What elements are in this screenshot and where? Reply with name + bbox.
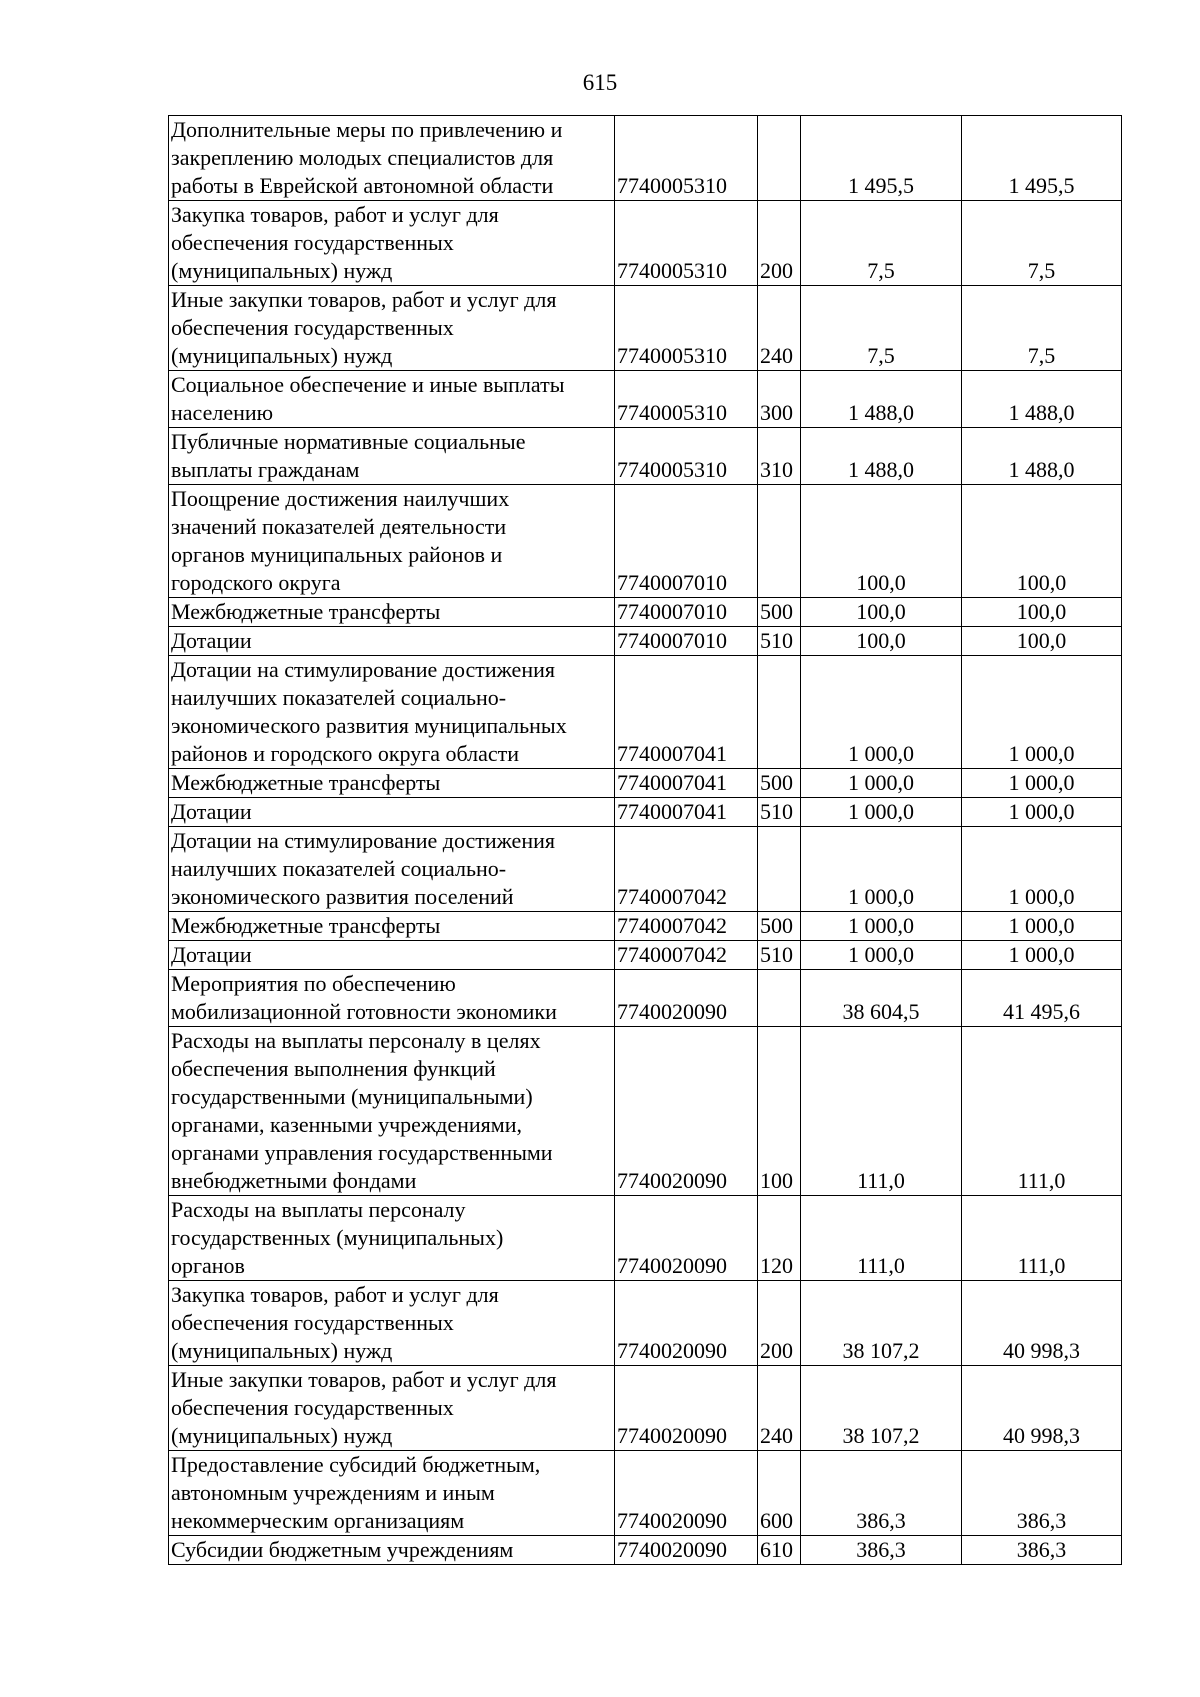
row-expense-type: 100 <box>758 1027 801 1196</box>
table-row <box>169 116 1122 201</box>
row-name: Субсидии бюджетным учреждениям <box>169 1536 615 1565</box>
table-row <box>169 827 1122 912</box>
row-amount-1: 7,5 <box>801 286 962 371</box>
row-amount-1: 1 488,0 <box>801 428 962 485</box>
row-expense-type <box>758 116 801 201</box>
row-amount-1: 1 488,0 <box>801 371 962 428</box>
row-target-code: 7740005310 <box>615 371 758 428</box>
row-target-code: 7740005310 <box>615 286 758 371</box>
row-amount-1: 1 000,0 <box>801 941 962 970</box>
row-name: Иные закупки товаров, работ и услуг для обеспечения государственных (муниципальных) нужд <box>169 286 615 371</box>
row-amount-1: 100,0 <box>801 485 962 598</box>
row-amount-2: 40 998,3 <box>962 1366 1122 1451</box>
row-amount-2: 100,0 <box>962 485 1122 598</box>
row-target-code: 7740007010 <box>615 598 758 627</box>
table-row <box>169 1366 1122 1451</box>
row-name: Дотации <box>169 798 615 827</box>
table-row <box>169 769 1122 798</box>
row-expense-type: 200 <box>758 201 801 286</box>
row-target-code: 7740007010 <box>615 485 758 598</box>
row-target-code: 7740007010 <box>615 627 758 656</box>
row-amount-1: 386,3 <box>801 1536 962 1565</box>
table-row <box>169 1451 1122 1536</box>
row-amount-1: 111,0 <box>801 1027 962 1196</box>
row-amount-1: 100,0 <box>801 627 962 656</box>
table-row <box>169 656 1122 769</box>
row-amount-2: 1 000,0 <box>962 827 1122 912</box>
row-amount-1: 38 107,2 <box>801 1281 962 1366</box>
row-expense-type: 500 <box>758 598 801 627</box>
row-target-code: 7740007041 <box>615 769 758 798</box>
row-amount-2: 386,3 <box>962 1451 1122 1536</box>
row-target-code: 7740020090 <box>615 1196 758 1281</box>
table-row <box>169 286 1122 371</box>
table-row <box>169 485 1122 598</box>
row-name: Дотации <box>169 941 615 970</box>
row-amount-2: 7,5 <box>962 286 1122 371</box>
row-amount-1: 1 000,0 <box>801 798 962 827</box>
table-row <box>169 798 1122 827</box>
table-row <box>169 1281 1122 1366</box>
table-row <box>169 941 1122 970</box>
row-expense-type: 200 <box>758 1281 801 1366</box>
row-amount-2: 1 000,0 <box>962 656 1122 769</box>
row-amount-1: 38 604,5 <box>801 970 962 1027</box>
table-row <box>169 201 1122 286</box>
row-name: Расходы на выплаты персоналу в целях обеспечения выполнения функций государственными (муниципальными) органами, казенными учреждениями, органами управления государственными внебюджетными фондами <box>169 1027 615 1196</box>
row-expense-type: 240 <box>758 1366 801 1451</box>
row-amount-2: 100,0 <box>962 627 1122 656</box>
page-number: 615 <box>582 70 618 95</box>
row-amount-2: 40 998,3 <box>962 1281 1122 1366</box>
row-name: Мероприятия по обеспечению мобилизационной готовности экономики <box>169 970 615 1027</box>
row-expense-type <box>758 656 801 769</box>
row-expense-type: 500 <box>758 912 801 941</box>
row-amount-2: 1 000,0 <box>962 912 1122 941</box>
budget-table <box>168 115 1122 1565</box>
row-name: Дотации на стимулирование достижения наилучших показателей социально- экономического развития поселений <box>169 827 615 912</box>
row-name: Закупка товаров, работ и услуг для обеспечения государственных (муниципальных) нужд <box>169 1281 615 1366</box>
row-amount-2: 41 495,6 <box>962 970 1122 1027</box>
row-name: Дотации на стимулирование достижения наилучших показателей социально- экономического развития муниципальных районов и городского округа области <box>169 656 615 769</box>
table-row <box>169 428 1122 485</box>
row-amount-1: 7,5 <box>801 201 962 286</box>
row-expense-type: 510 <box>758 627 801 656</box>
row-amount-1: 386,3 <box>801 1451 962 1536</box>
row-target-code: 7740007042 <box>615 941 758 970</box>
table-row <box>169 1027 1122 1196</box>
row-name: Публичные нормативные социальные выплаты гражданам <box>169 428 615 485</box>
table-row <box>169 970 1122 1027</box>
row-expense-type: 610 <box>758 1536 801 1565</box>
table-row <box>169 627 1122 656</box>
row-expense-type: 500 <box>758 769 801 798</box>
row-amount-2: 1 488,0 <box>962 371 1122 428</box>
row-target-code: 7740007042 <box>615 827 758 912</box>
row-target-code: 7740005310 <box>615 116 758 201</box>
row-target-code: 7740005310 <box>615 428 758 485</box>
row-target-code: 7740020090 <box>615 1451 758 1536</box>
row-expense-type: 300 <box>758 371 801 428</box>
row-target-code: 7740020090 <box>615 1366 758 1451</box>
row-name: Расходы на выплаты персоналу государственных (муниципальных) органов <box>169 1196 615 1281</box>
row-amount-2: 1 000,0 <box>962 769 1122 798</box>
row-amount-2: 1 495,5 <box>962 116 1122 201</box>
row-name: Поощрение достижения наилучших значений показателей деятельности органов муниципальных районов и городского округа <box>169 485 615 598</box>
row-amount-2: 1 000,0 <box>962 798 1122 827</box>
row-amount-2: 386,3 <box>962 1536 1122 1565</box>
row-amount-1: 1 000,0 <box>801 827 962 912</box>
row-amount-1: 1 495,5 <box>801 116 962 201</box>
row-target-code: 7740020090 <box>615 970 758 1027</box>
row-amount-2: 111,0 <box>962 1196 1122 1281</box>
row-name: Межбюджетные трансферты <box>169 769 615 798</box>
row-amount-2: 1 000,0 <box>962 941 1122 970</box>
row-amount-1: 38 107,2 <box>801 1366 962 1451</box>
row-target-code: 7740007041 <box>615 656 758 769</box>
budget-table-body <box>169 116 1122 1565</box>
row-target-code: 7740007042 <box>615 912 758 941</box>
row-name: Дотации <box>169 627 615 656</box>
row-name: Закупка товаров, работ и услуг для обеспечения государственных (муниципальных) нужд <box>169 201 615 286</box>
row-amount-1: 100,0 <box>801 598 962 627</box>
row-target-code: 7740020090 <box>615 1536 758 1565</box>
row-name: Предоставление субсидий бюджетным, автономным учреждениям и иным некоммерческим организациям <box>169 1451 615 1536</box>
table-row <box>169 1536 1122 1565</box>
row-amount-2: 111,0 <box>962 1027 1122 1196</box>
row-expense-type: 310 <box>758 428 801 485</box>
row-expense-type <box>758 970 801 1027</box>
row-expense-type: 600 <box>758 1451 801 1536</box>
row-name: Межбюджетные трансферты <box>169 912 615 941</box>
row-expense-type <box>758 485 801 598</box>
row-name: Иные закупки товаров, работ и услуг для обеспечения государственных (муниципальных) нужд <box>169 1366 615 1451</box>
row-amount-1: 1 000,0 <box>801 912 962 941</box>
row-expense-type: 510 <box>758 941 801 970</box>
row-expense-type: 510 <box>758 798 801 827</box>
row-expense-type: 240 <box>758 286 801 371</box>
table-row <box>169 1196 1122 1281</box>
row-target-code: 7740020090 <box>615 1281 758 1366</box>
row-amount-1: 1 000,0 <box>801 769 962 798</box>
row-target-code: 7740005310 <box>615 201 758 286</box>
row-name: Социальное обеспечение и иные выплаты населению <box>169 371 615 428</box>
row-name: Дополнительные меры по привлечению и закреплению молодых специалистов для работы в Еврейской автономной области <box>169 116 615 201</box>
row-amount-2: 7,5 <box>962 201 1122 286</box>
row-target-code: 7740020090 <box>615 1027 758 1196</box>
table-row <box>169 371 1122 428</box>
row-expense-type <box>758 827 801 912</box>
row-amount-1: 111,0 <box>801 1196 962 1281</box>
row-target-code: 7740007041 <box>615 798 758 827</box>
row-name: Межбюджетные трансферты <box>169 598 615 627</box>
table-row <box>169 598 1122 627</box>
row-amount-2: 100,0 <box>962 598 1122 627</box>
table-row <box>169 912 1122 941</box>
row-expense-type: 120 <box>758 1196 801 1281</box>
row-amount-2: 1 488,0 <box>962 428 1122 485</box>
row-amount-1: 1 000,0 <box>801 656 962 769</box>
